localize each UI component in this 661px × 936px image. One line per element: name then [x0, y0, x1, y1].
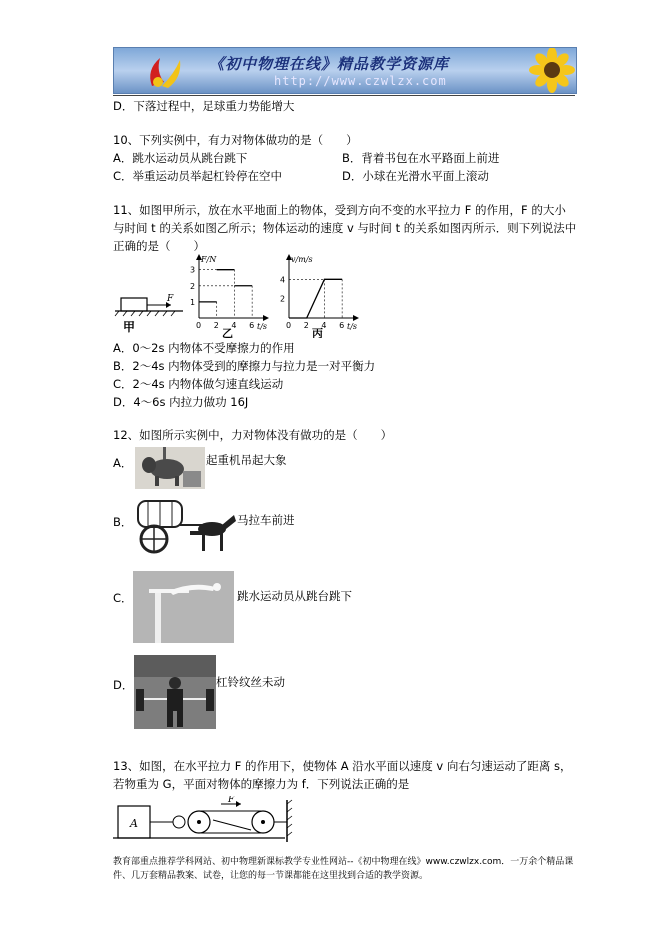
crane-elephant-image [135, 447, 205, 489]
q12-option-b-letter: B． [113, 515, 133, 529]
chart-y-tick-label: 2 [190, 281, 196, 291]
q10-option-a: A．跳水运动员从跳台跳下 [113, 151, 248, 165]
chart-yi-force-time [185, 254, 275, 338]
q11-stem-line2: 与时间 t 的关系如图乙所示；物体运动的速度 v 与时间 t 的关系如图丙所示．则下列说法中 [113, 221, 577, 235]
q13-stem-line1: 13、如图，在水平拉力 F 的作用下，使物体 A 沿水平面以速度 v 向右匀速运动了距离 s， [113, 759, 572, 773]
chart-title: 丙 [312, 327, 323, 338]
q12-option-c-caption: 跳水运动员从跳台跳下 [237, 589, 352, 603]
fig-jia-block [121, 298, 147, 311]
header-banner [113, 47, 577, 94]
chart-y-tick-label: 3 [190, 265, 196, 275]
fig-jia-ground-hatch [115, 311, 175, 316]
banner-title: 《初中物理在线》精品教学资源库 [209, 55, 450, 73]
chart-x-tick-label: 4 [231, 321, 237, 330]
diver-image [133, 571, 234, 643]
site-logo-icon [144, 52, 184, 90]
chart-bing-velocity-time [275, 254, 365, 338]
q12-option-b-caption: 马拉车前进 [237, 513, 295, 527]
q12-option-a-letter: A． [113, 456, 133, 470]
chart-y-tick-label: 1 [190, 297, 196, 307]
footer-text: 教育部重点推荐学科网站、初中物理新课标教学专业性网站--《初中物理在线》www.czwlzx.com．一万余个精品课件、几万套精品教案、试卷，让您的每一节课都能在这里找到合适的教学资源。 [113, 857, 574, 881]
chart-x-tick-label: 0 [286, 321, 292, 330]
q12-stem: 12、如图所示实例中，力对物体没有做功的是（ ） [113, 428, 393, 442]
chart-x-tick-label: 6 [249, 321, 255, 330]
q13-stem-line2: 若物重为 G，平面对物体的摩擦力为 f．下列说法正确的是 [113, 777, 410, 791]
chart-series-line [289, 279, 342, 318]
q11-option-b: B．2～4s 内物体受到的摩擦力与拉力是一对平衡力 [113, 359, 376, 373]
q13-force-label: F [228, 796, 235, 805]
sunflower-icon [524, 47, 576, 94]
chart-y-tick-label: 2 [280, 294, 286, 304]
chart-x-tick-label: 2 [213, 321, 219, 330]
chart-y-axis-label: v/m/s [291, 255, 313, 264]
chart-y-axis-label: F/N [201, 255, 217, 264]
q11-stem-line1: 11、如图甲所示，放在水平地面上的物体，受到方向不变的水平拉力 F 的作用，F 的大小 [113, 203, 566, 217]
chart-title: 乙 [222, 327, 233, 338]
horse-cart-image [132, 497, 237, 557]
q10-stem: 10、下列实例中，有力对物体做功的是（ ） [113, 133, 358, 147]
q12-option-d-caption: 杠铃纹丝未动 [216, 675, 285, 689]
chart-x-tick-label: 0 [196, 321, 202, 330]
chart-x-tick-label: 4 [321, 321, 327, 330]
q12-option-a-caption: 起重机吊起大象 [206, 453, 287, 467]
fig-jia-label: 甲 [123, 320, 136, 334]
q10-option-d: D．小球在光滑水平面上滚动 [342, 169, 489, 183]
q10-option-c: C．举重运动员举起杠铃停在空中 [113, 169, 283, 183]
q10-option-b: B．背着书包在水平路面上前进 [342, 151, 500, 165]
fig-jia-force-label: F [167, 294, 174, 304]
q12-option-d-letter: D． [113, 678, 134, 692]
q11-option-d: D．4～6s 内拉力做功 16J [113, 395, 249, 409]
q11-option-a: A．0～2s 内物体不受摩擦力的作用 [113, 341, 295, 355]
header-rule [113, 95, 575, 96]
q11-option-c: C．2～4s 内物体做匀速直线运动 [113, 377, 284, 391]
chart-y-tick-label: 4 [280, 275, 286, 285]
q13-block-label: A [130, 817, 138, 830]
q13-pulley-diagram [113, 796, 293, 850]
chart-x-tick-label: 2 [303, 321, 309, 330]
chart-x-tick-label: 6 [339, 321, 345, 330]
chart-x-arrowhead [353, 315, 359, 321]
banner-url: http://www.czwlzx.com [274, 74, 447, 88]
prev-option-d: D．下落过程中，足球重力势能增大 [113, 99, 295, 113]
weightlifter-image [134, 655, 216, 729]
chart-x-arrowhead [263, 315, 269, 321]
chart-x-axis-label: t/s [347, 322, 358, 331]
fig-jia-block-diagram [113, 288, 188, 336]
q11-stem-line3: 正确的是（ ） [113, 239, 205, 253]
q12-option-c-letter: C． [113, 591, 133, 605]
chart-x-axis-label: t/s [257, 322, 268, 331]
